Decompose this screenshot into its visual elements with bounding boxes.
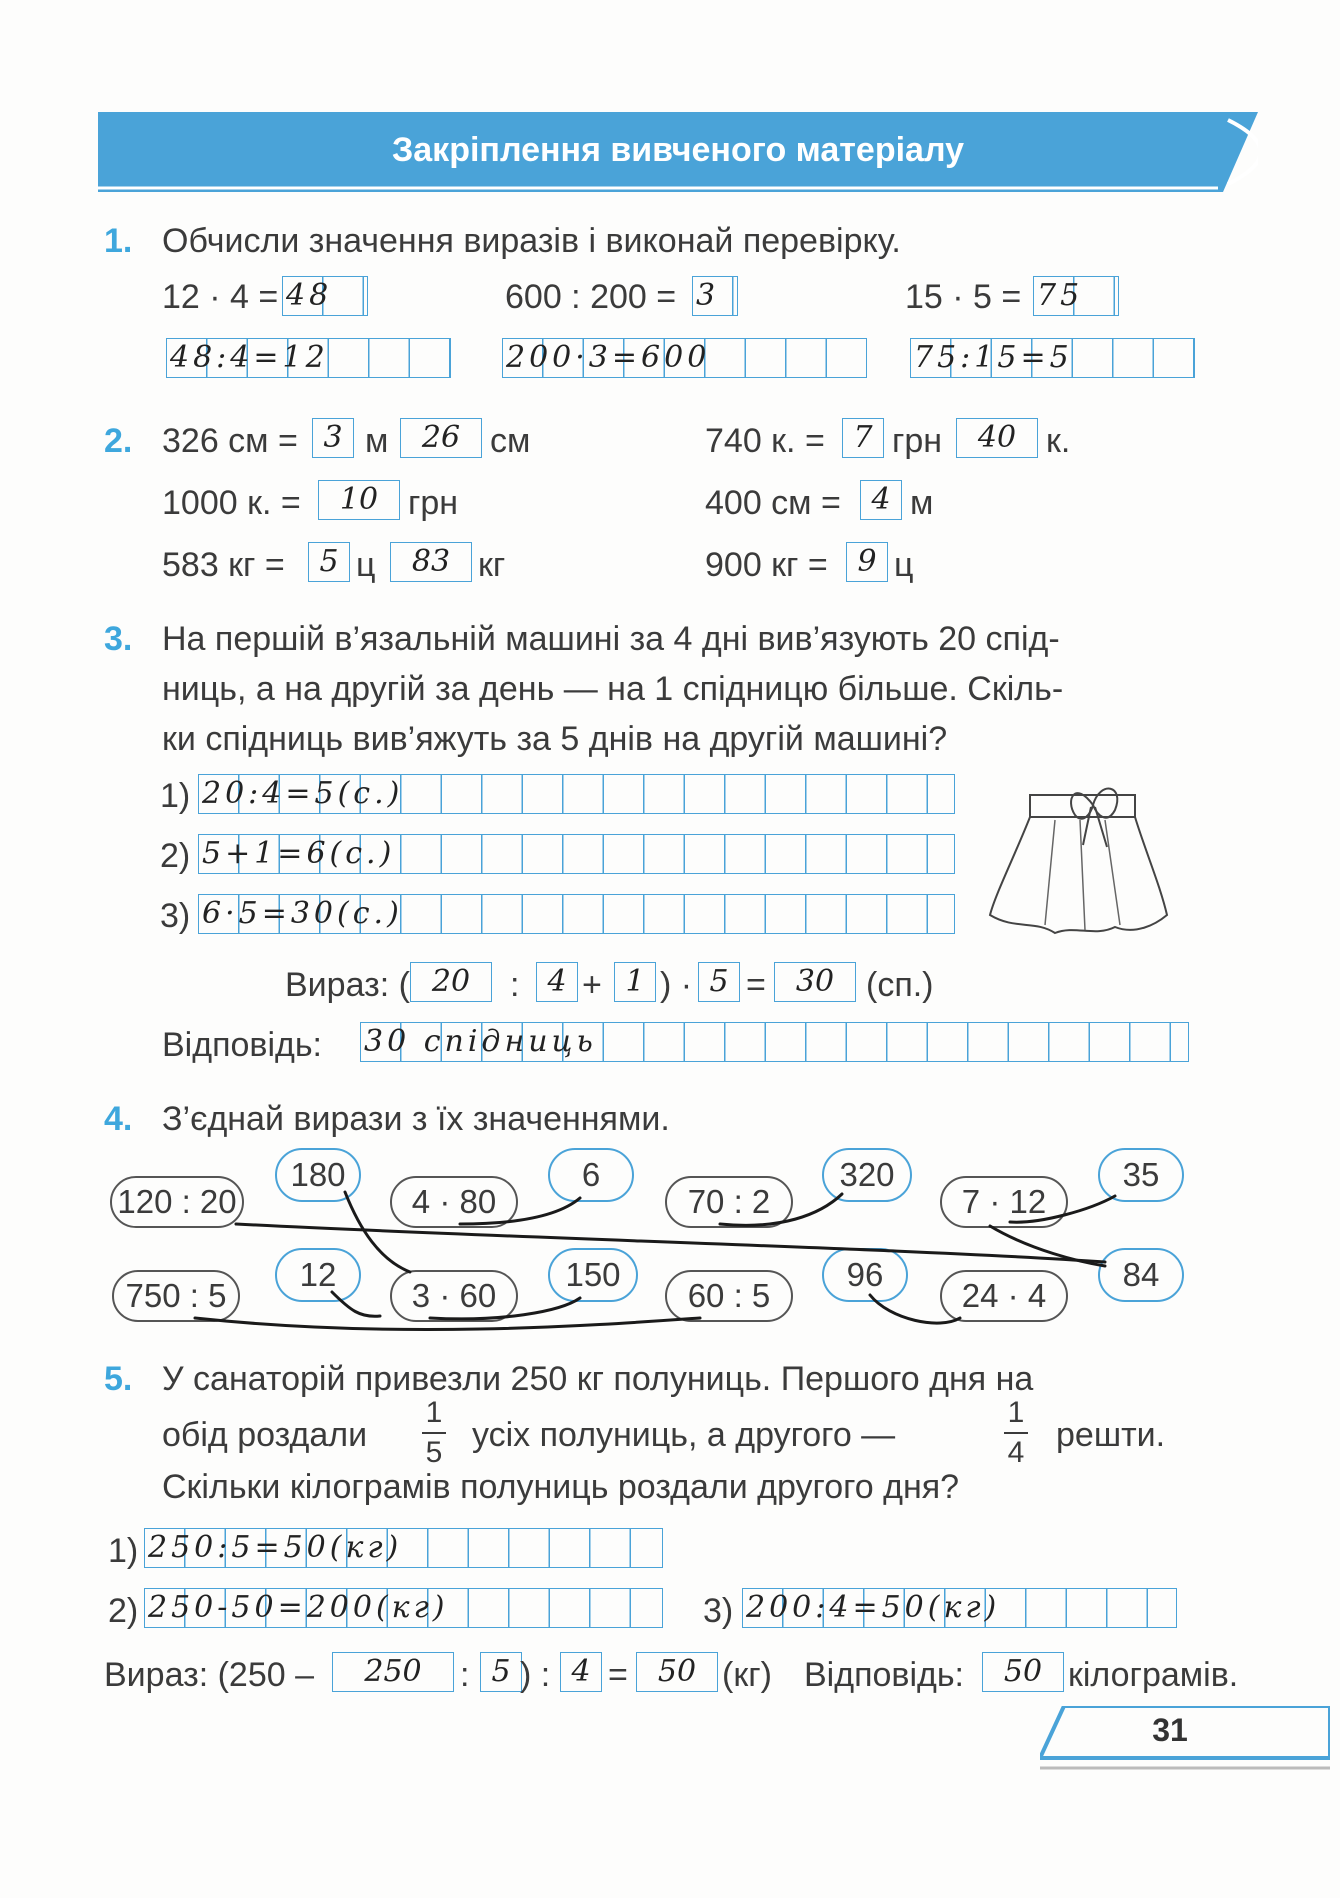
task2-r1b-answer-1[interactable]: 7 — [842, 418, 884, 458]
task4-value-6[interactable]: 150 — [548, 1248, 638, 1302]
task3-expr-op-1: : — [510, 966, 520, 1004]
task2-r2a-answer-1[interactable]: 10 — [318, 480, 400, 520]
task4-value-7[interactable]: 96 — [822, 1248, 908, 1302]
task5-step2-answer[interactable]: 250-50=200(кг) — [144, 1588, 663, 1628]
task3-line1: На першій в’язальній машині за 4 дні вив’язують 20 спід- — [162, 620, 1060, 658]
task1-expr-1: 12 · 4 = — [162, 278, 279, 316]
task5-expr-box-3[interactable]: 4 — [560, 1652, 602, 1692]
task3-answer-label: Відповідь: — [162, 1026, 323, 1064]
task1-answer-1[interactable]: 48 — [282, 276, 368, 316]
task5-expr-op-2: ) : — [520, 1656, 551, 1694]
task4-value-1[interactable]: 180 — [275, 1148, 361, 1202]
fraction-1-denominator: 5 — [425, 1436, 443, 1469]
task3-step1-label: 1) — [160, 777, 191, 815]
task3-expr-box-1[interactable]: 20 — [410, 962, 492, 1002]
task2-r1b-unit-1: грн — [892, 422, 943, 460]
task5-expr-box-2[interactable]: 5 — [480, 1652, 522, 1692]
task2-r1a-label: 326 см = — [162, 422, 298, 460]
task1-expr-2: 600 : 200 = — [505, 278, 677, 316]
task2-r1b-answer-2[interactable]: 40 — [956, 418, 1038, 458]
task2-r2b-label: 400 см = — [705, 484, 841, 522]
task4-expr-7[interactable]: 60 : 5 — [665, 1270, 793, 1322]
task4-value-2[interactable]: 6 — [548, 1148, 634, 1202]
task4-expr-4[interactable]: 7 · 12 — [940, 1176, 1068, 1228]
task4-expr-3[interactable]: 70 : 2 — [665, 1176, 793, 1228]
task5-fraction-2 — [1004, 1396, 1028, 1470]
task2-r1a-unit-2: см — [490, 422, 531, 460]
task3-step3-answer[interactable]: 6·5=30(с.) — [198, 894, 955, 934]
task1-number: 1. — [104, 222, 133, 260]
task3-step2-answer[interactable]: 5+1=6(с.) — [198, 834, 955, 874]
task4-expr-5[interactable]: 750 : 5 — [112, 1270, 240, 1322]
task3-expr-box-5[interactable]: 30 — [774, 962, 856, 1002]
task4-expr-8[interactable]: 24 · 4 — [940, 1270, 1068, 1322]
task5-line2c: решти. — [1056, 1416, 1166, 1454]
task5-expr-box-1[interactable]: 250 — [332, 1652, 454, 1692]
task5-expr-op-1: : — [460, 1656, 470, 1694]
task5-step1-answer[interactable]: 250:5=50(кг) — [144, 1528, 663, 1568]
task2-r2b-answer-1[interactable]: 4 — [860, 480, 902, 520]
task1-answer-3[interactable]: 75 — [1033, 276, 1119, 316]
task3-step3-label: 3) — [160, 897, 191, 935]
task2-r3a-answer-1[interactable]: 5 — [308, 542, 350, 582]
task5-fraction-1 — [422, 1396, 446, 1470]
task2-r2b-unit-1: м — [910, 484, 934, 522]
task3-number: 3. — [104, 620, 133, 658]
task5-expr-unit: (кг) — [722, 1656, 772, 1694]
task5-line2a: обід роздали — [162, 1416, 368, 1454]
task5-step3-label: 3) — [703, 1592, 734, 1630]
task5-line2b: усіх полуниць, а другого — — [472, 1416, 896, 1454]
task4-expr-6[interactable]: 3 · 60 — [390, 1270, 518, 1322]
task1-answer-2[interactable]: 3 — [692, 276, 738, 316]
task5-number: 5. — [104, 1360, 133, 1398]
task4-text: З’єднай вирази з їх значеннями. — [162, 1100, 670, 1138]
fraction-2-denominator: 4 — [1007, 1436, 1025, 1469]
task5-answer-label: Відповідь: — [804, 1656, 965, 1694]
task1-text: Обчисли значення виразів і виконай перевірку. — [162, 222, 901, 260]
task2-r1b-label: 740 к. = — [705, 422, 825, 460]
task3-expr-label: Вираз: ( — [285, 966, 410, 1004]
task3-answer[interactable]: 30 спідниць — [360, 1022, 1189, 1062]
task3-line2: ниць, а на другій за день — на 1 спідницю більше. Скіль- — [162, 670, 1064, 708]
task3-step1-answer[interactable]: 20:4=5(с.) — [198, 774, 955, 814]
task2-r1a-answer-1[interactable]: 3 — [312, 418, 354, 458]
fraction-1-numerator: 1 — [425, 1396, 443, 1429]
task2-number: 2. — [104, 422, 133, 460]
task5-expr-label: Вираз: (250 – — [104, 1656, 314, 1694]
task5-expr-op-3: = — [608, 1656, 628, 1694]
task2-r3a-unit-1: ц — [356, 546, 376, 584]
task2-r2a-label: 1000 к. = — [162, 484, 301, 522]
task1-check-3[interactable]: 75:15=5 — [910, 338, 1195, 378]
task2-r1b-unit-2: к. — [1046, 422, 1071, 460]
task4-value-8[interactable]: 84 — [1098, 1248, 1184, 1302]
task1-check-2[interactable]: 200·3=600 — [502, 338, 867, 378]
task4-number: 4. — [104, 1100, 133, 1138]
task2-r2a-unit-1: грн — [408, 484, 459, 522]
page-number: 31 — [1152, 1712, 1188, 1748]
task3-expr-op-4: = — [746, 966, 766, 1004]
task1-expr-3: 15 · 5 = — [905, 278, 1022, 316]
skirt-illustration — [975, 775, 1175, 945]
task5-step3-answer[interactable]: 200:4=50(кг) — [742, 1588, 1177, 1628]
task3-line3: ки спідниць вив’яжуть за 5 днів на другій машині? — [162, 720, 948, 758]
task2-r3b-unit-1: ц — [894, 546, 914, 584]
task2-r3a-label: 583 кг = — [162, 546, 285, 584]
fraction-2-bar — [1004, 1432, 1028, 1434]
task5-step1-label: 1) — [108, 1532, 139, 1570]
task5-line3: Скільки кілограмів полуниць роздали другого дня? — [162, 1468, 960, 1506]
task2-r1a-answer-2[interactable]: 26 — [400, 418, 482, 458]
task2-r1a-unit-1: м — [365, 422, 389, 460]
task4-expr-2[interactable]: 4 · 80 — [390, 1176, 518, 1228]
task3-expr-box-4[interactable]: 5 — [698, 962, 740, 1002]
task2-r3a-unit-2: кг — [478, 546, 506, 584]
fraction-2-numerator: 1 — [1007, 1396, 1025, 1429]
task3-expr-box-2[interactable]: 4 — [536, 962, 578, 1002]
task2-r3a-answer-2[interactable]: 83 — [390, 542, 472, 582]
task3-step2-label: 2) — [160, 837, 191, 875]
task4-value-5[interactable]: 12 — [275, 1248, 361, 1302]
task4-value-3[interactable]: 320 — [822, 1148, 912, 1202]
task2-r3b-label: 900 кг = — [705, 546, 828, 584]
fraction-1-bar — [422, 1432, 446, 1434]
task2-r3b-answer-1[interactable]: 9 — [846, 542, 888, 582]
task5-line1: У санаторій привезли 250 кг полуниць. Першого дня на — [162, 1360, 1034, 1398]
task3-expr-op-3: ) · — [660, 966, 693, 1004]
task5-answer-box[interactable]: 50 — [982, 1652, 1064, 1692]
task3-expr-unit: (сп.) — [866, 966, 934, 1004]
task5-answer-unit: кілограмів. — [1068, 1656, 1239, 1694]
task5-step2-label: 2) — [108, 1592, 139, 1630]
task3-expr-box-3[interactable]: 1 — [614, 962, 656, 1002]
task1-check-1[interactable]: 48:4=12 — [166, 338, 451, 378]
task3-expr-op-2: + — [582, 966, 602, 1004]
page-title: Закріплення вивченого матеріалу — [391, 131, 965, 169]
task4-value-4[interactable]: 35 — [1098, 1148, 1184, 1202]
task4-expr-1[interactable]: 120 : 20 — [110, 1176, 244, 1228]
task5-expr-box-4[interactable]: 50 — [636, 1652, 718, 1692]
